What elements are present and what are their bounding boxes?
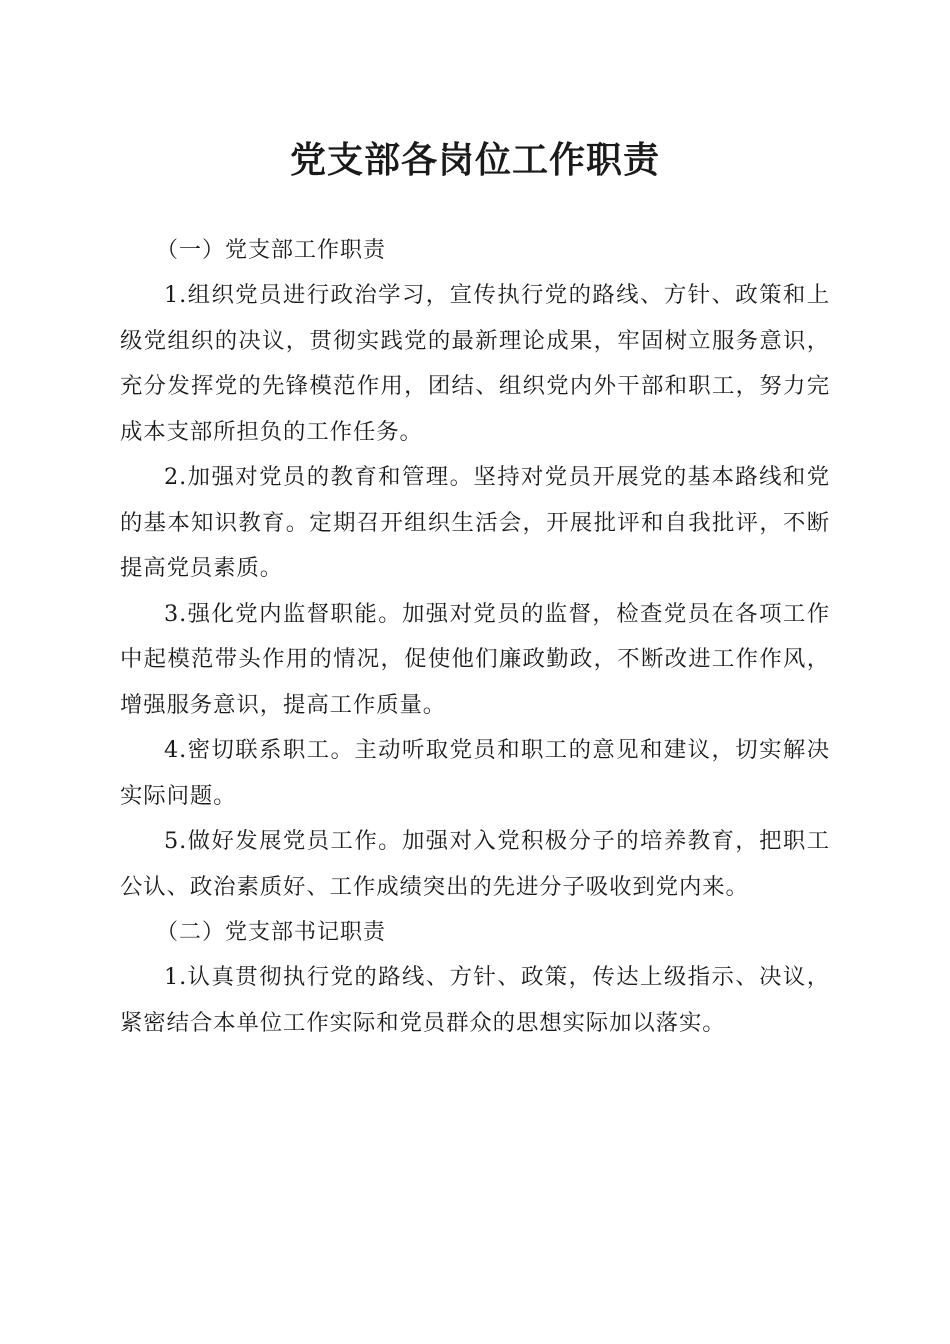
section-heading: （一）党支部工作职责 (156, 238, 387, 263)
duty-item: 1.认真贯彻执行党的路线、方针、政策，传达上级指示、决议，紧密结合本单位工作实际和党员群众的思想实际加以落实。 (120, 964, 830, 1036)
duty-item: 2.加强对党员的教育和管理。坚持对党员开展党的基本路线和党的基本知识教育。定期召开组织生活会，开展批评和自我批评，不断提高党员素质。 (120, 464, 830, 581)
duty-item: 3.强化党内监督职能。加强对党员的监督，检查党员在各项工作中起模范带头作用的情况，促使他们廉政勤政，不断改进工作作风，增强服务意识，提高工作质量。 (120, 600, 830, 718)
section-branch-secretary-duties (120, 910, 830, 1046)
section-party-branch-duties (120, 228, 830, 910)
section-heading: （二）党支部书记职责 (156, 920, 387, 945)
document-body (120, 228, 830, 1046)
duty-item: 1.组织党员进行政治学习，宣传执行党的路线、方针、政策和上级党组织的决议，贯彻实践党的最新理论成果，牢固树立服务意识，充分发挥党的先锋模范作用，团结、组织党内外干部和职工，努力完成本支部所担负的工作任务。 (120, 282, 830, 445)
duty-item: 5.做好发展党员工作。加强对入党积极分子的培养教育，把职工公认、政治素质好、工作成绩突出的先进分子吸收到党内来。 (120, 828, 830, 900)
duty-item: 4.密切联系职工。主动听取党员和职工的意见和建议，切实解决实际问题。 (120, 737, 830, 809)
page-title: 党支部各岗位工作职责 (289, 139, 660, 181)
